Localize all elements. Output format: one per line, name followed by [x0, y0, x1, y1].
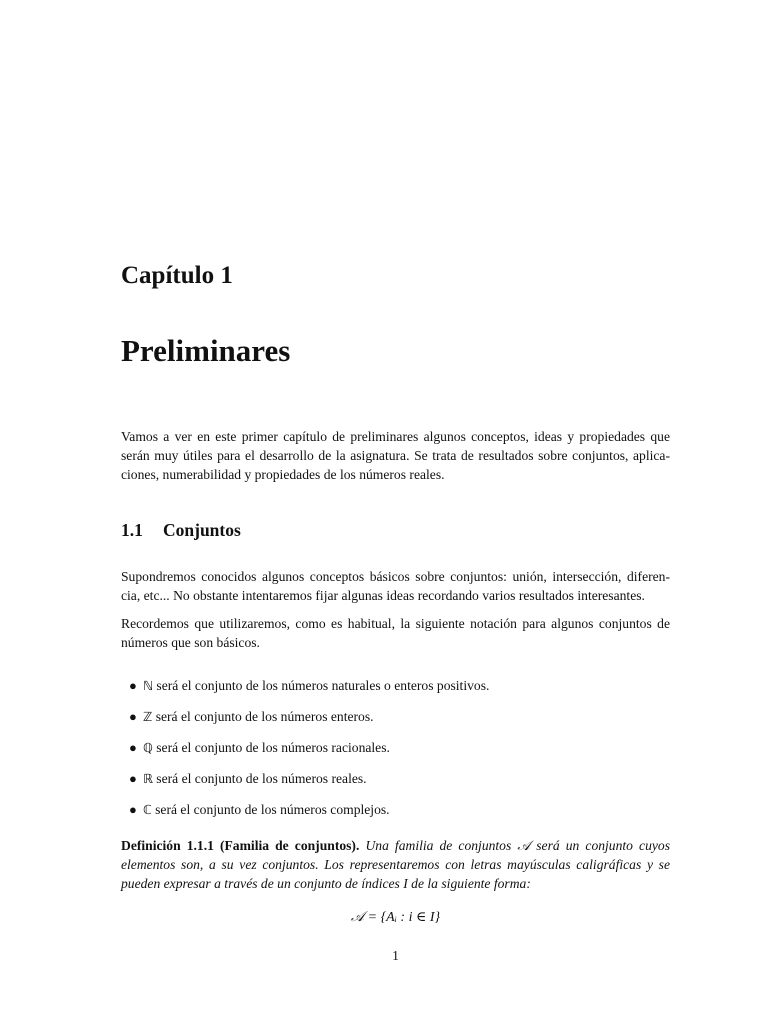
- list-item-text: será el conjunto de los números naturales o enteros positivos.: [153, 678, 490, 693]
- bullet-icon: ●: [129, 802, 137, 817]
- bullet-icon: ●: [129, 678, 137, 693]
- list-item-text: será el conjunto de los números reales.: [152, 771, 367, 786]
- document-page: [121, 0, 670, 1024]
- paragraph-line: Recordemos que utilizaremos, como es habitual, la siguiente notación para algunos conjuntos de: [121, 616, 670, 631]
- list-item: [121, 707, 670, 738]
- paragraph-line: cia, etc... No obstante intentaremos fijar algunas ideas recordando varios resultados interesantes.: [121, 588, 645, 603]
- list-item-text: será el conjunto de los números complejos.: [151, 802, 390, 817]
- list-item: [121, 800, 670, 831]
- definition-block: [121, 836, 670, 893]
- chapter-title: Preliminares: [121, 333, 291, 368]
- list-item-text: será el conjunto de los números enteros.: [152, 709, 374, 724]
- number-sets-list: [121, 676, 670, 831]
- list-item: [121, 769, 670, 800]
- list-item-text: será el conjunto de los números racionales.: [152, 740, 390, 755]
- page-number: 1: [392, 948, 399, 963]
- paragraph-notation: [121, 614, 670, 652]
- definition-body: Una familia de conjuntos 𝒜 será un conjunto cuyos: [365, 838, 670, 853]
- intro-paragraph: [121, 427, 670, 484]
- list-item: [121, 738, 670, 769]
- set-symbol: ℕ: [143, 678, 154, 693]
- bullet-icon: ●: [129, 740, 137, 755]
- intro-line: ciones, numerabilidad y propiedades de los números reales.: [121, 467, 445, 482]
- set-symbol: ℤ: [143, 709, 153, 724]
- set-symbol: ℂ: [143, 802, 152, 817]
- paragraph-line: Supondremos conocidos algunos conceptos básicos sobre conjuntos: unión, intersección, diferen-: [121, 569, 670, 584]
- intro-line: serán muy útiles para el desarrollo de la asignatura. Se trata de resultados sobre conjuntos, aplica-: [121, 448, 670, 463]
- section-heading: [121, 520, 241, 541]
- section-number: 1.1: [121, 520, 143, 540]
- family-formula: 𝒜 = {Aᵢ : i ∈ I}: [350, 910, 441, 925]
- definition-heading: Definición 1.1.1 (Familia de conjuntos).: [121, 838, 360, 853]
- definition-body: elementos son, a su vez conjuntos. Los representaremos con letras mayúsculas caligráficas y se: [121, 857, 670, 872]
- list-item: [121, 676, 670, 707]
- paragraph-concepts: [121, 567, 670, 605]
- paragraph-line: números que son básicos.: [121, 635, 260, 650]
- definition-body: pueden expresar a través de un conjunto de índices I de la siguiente forma:: [121, 876, 531, 891]
- set-symbol: ℝ: [143, 771, 153, 786]
- section-title: Conjuntos: [163, 520, 241, 540]
- set-symbol: ℚ: [143, 740, 153, 755]
- bullet-icon: ●: [129, 771, 137, 786]
- chapter-label: Capítulo 1: [121, 262, 233, 289]
- intro-line: Vamos a ver en este primer capítulo de preliminares algunos conceptos, ideas y propiedades que: [121, 429, 670, 444]
- bullet-icon: ●: [129, 709, 137, 724]
